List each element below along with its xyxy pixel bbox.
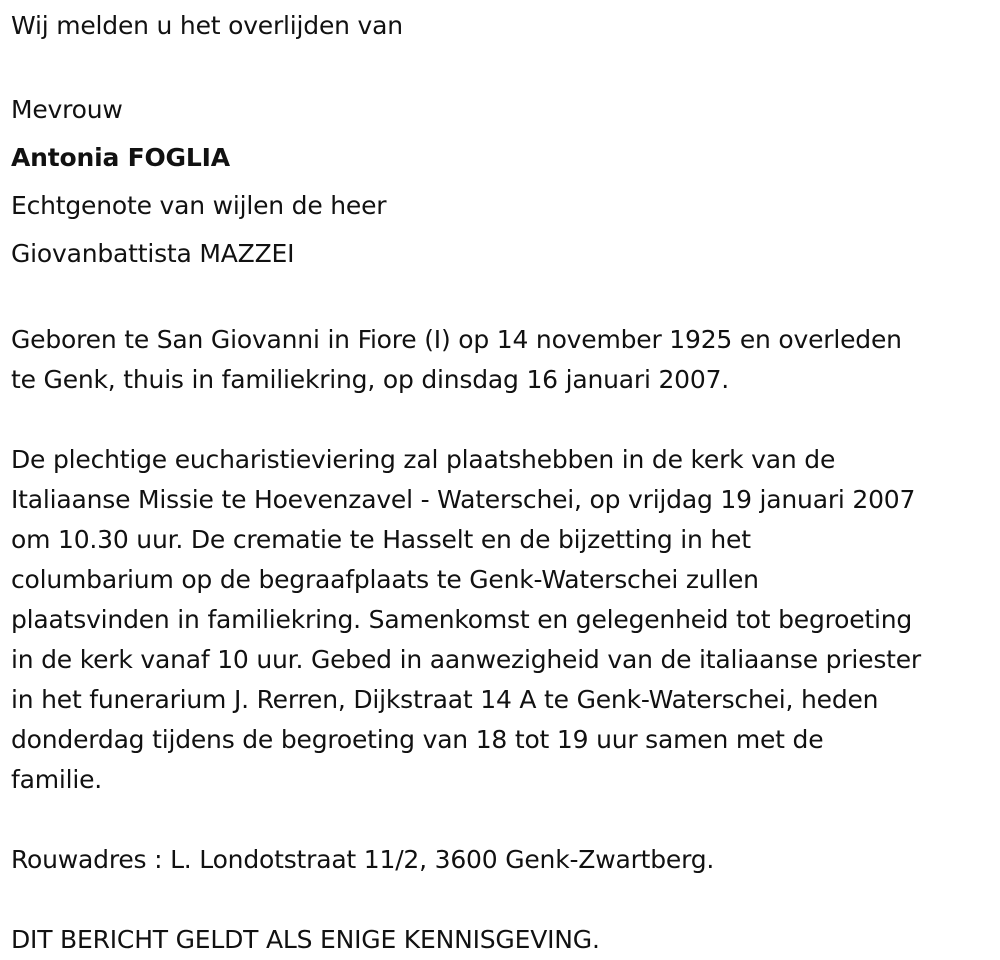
deceased-name: Antonia FOGLIA <box>11 143 230 172</box>
paragraph-line: columbarium op de begraafplaats te Genk-Waterschei zullen <box>11 565 759 594</box>
intro-text: Wij melden u het overlijden van <box>11 11 403 40</box>
birth-death-paragraph <box>11 320 996 400</box>
salutation: Mevrouw <box>11 95 123 124</box>
spouse-name: Giovanbattista MAZZEI <box>11 239 295 268</box>
obituary-notice <box>11 0 996 960</box>
spouse-intro: Echtgenote van wijlen de heer <box>11 191 387 220</box>
paragraph-line: in de kerk vanaf 10 uur. Gebed in aanwezigheid van de italiaanse priester <box>11 645 922 674</box>
paragraph-line: plaatsvinden in familiekring. Samenkomst en gelegenheid tot begroeting <box>11 605 913 634</box>
paragraph-line: De plechtige eucharistieviering zal plaatshebben in de kerk van de <box>11 445 836 474</box>
mourning-address: Rouwadres : L. Londotstraat 11/2, 3600 Genk-Zwartberg. <box>11 845 715 874</box>
notice-statement: DIT BERICHT GELDT ALS ENIGE KENNISGEVING. <box>11 925 600 954</box>
ceremony-paragraph <box>11 440 996 800</box>
paragraph-line: te Genk, thuis in familiekring, op dinsdag 16 januari 2007. <box>11 365 730 394</box>
paragraph-line: donderdag tijdens de begroeting van 18 tot 19 uur samen met de <box>11 725 824 754</box>
paragraph-line: familie. <box>11 765 103 794</box>
deceased-block <box>11 86 996 278</box>
paragraph-line: Geboren te San Giovanni in Fiore (I) op 14 november 1925 en overleden <box>11 325 902 354</box>
paragraph-line: in het funerarium J. Rerren, Dijkstraat 14 A te Genk-Waterschei, heden <box>11 685 879 714</box>
paragraph-line: Italiaanse Missie te Hoevenzavel - Waterschei, op vrijdag 19 januari 2007 <box>11 485 916 514</box>
paragraph-line: om 10.30 uur. De crematie te Hasselt en de bijzetting in het <box>11 525 751 554</box>
